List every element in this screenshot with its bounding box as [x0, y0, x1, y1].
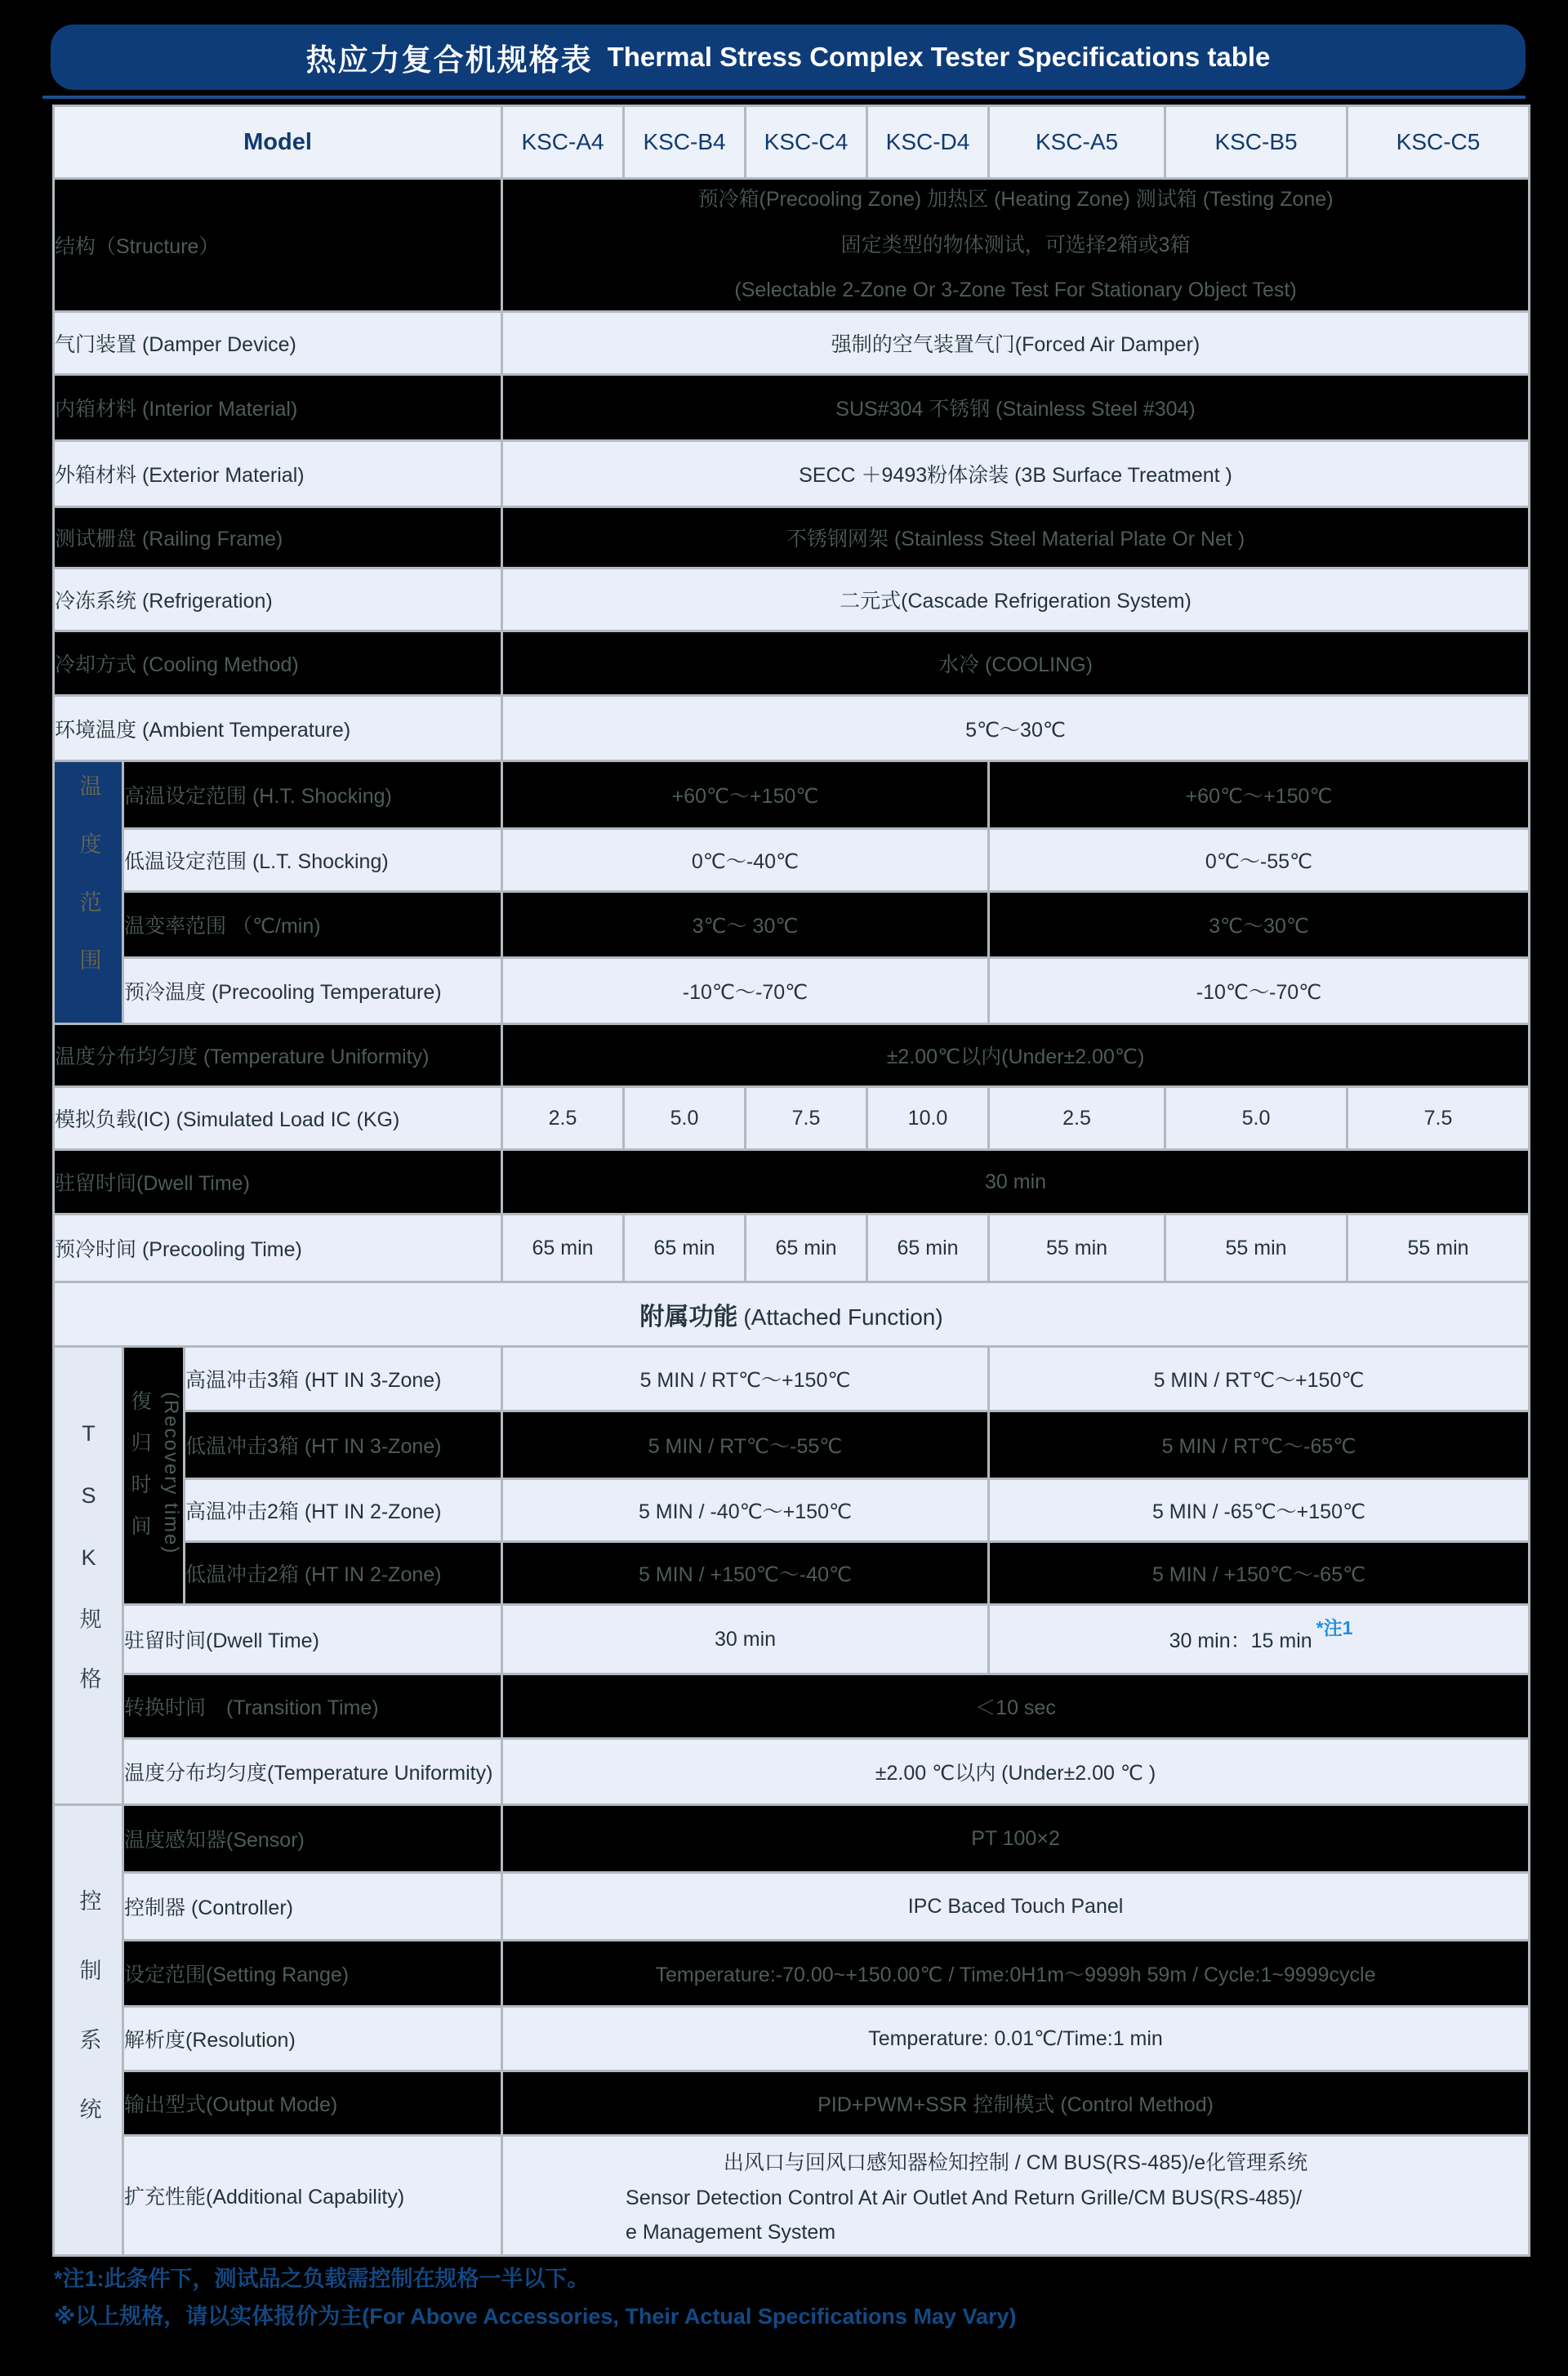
model-col-ksc-c4: KSC-C4: [746, 107, 866, 177]
table-row-output-mode: [55, 2072, 1528, 2134]
precooling-time-ksc-a4: 65 min: [503, 1215, 622, 1281]
ht-3zone-zone4-value: 5 MIN / RT℃～+150℃: [503, 1348, 987, 1410]
table-row-dwell-time-1: [55, 1151, 1528, 1213]
ht-2zone-zone4-value: 5 MIN / -40℃～+150℃: [503, 1480, 987, 1540]
controller-label: 控制器 (Controller): [124, 1874, 501, 1939]
resolution-label: 解析度(Resolution): [124, 2008, 501, 2070]
ambient-temperature-label: 环境温度 (Ambient Temperature): [55, 697, 501, 760]
footnote-disclaimer: ※以上规格，请以实体报价为主(For Above Accessories, Their Actual Specifications May Vary): [54, 2304, 1017, 2329]
table-row-additional-capability: [55, 2137, 1528, 2254]
table-row-ht-2zone: [55, 1480, 1528, 1540]
page-title: [51, 25, 1526, 90]
title-divider-rule: [42, 96, 1526, 99]
table-row-lt-shocking: [55, 830, 1528, 890]
precooling-time-ksc-c5: 55 min: [1348, 1215, 1528, 1281]
table-row-transition-time: [55, 1675, 1528, 1737]
simulated-load-label: 模拟负载(IC) (Simulated Load IC (KG): [55, 1088, 501, 1148]
simulated-load-ksc-b4: 5.0: [625, 1088, 744, 1148]
table-row-lt-2zone: [55, 1543, 1528, 1603]
table-row-interior-material: [55, 376, 1528, 439]
lt-3zone-label: 低温冲击3箱 (HT IN 3-Zone): [185, 1412, 501, 1478]
table-row-controller: [55, 1874, 1528, 1939]
lt-2zone-zone4-value: 5 MIN / +150℃～-40℃: [503, 1543, 987, 1603]
additional-capability-value: [503, 2137, 1528, 2254]
simulated-load-ksc-a4: 2.5: [503, 1088, 622, 1148]
ht-shocking-label: 高温设定范围 (H.T. Shocking): [124, 762, 501, 827]
sensor-value: PT 100×2: [503, 1806, 1528, 1871]
specifications-table: [52, 105, 1530, 2257]
control-section-label: 控制系统: [76, 1889, 101, 2167]
ht-2zone-label: 高温冲击2箱 (HT IN 2-Zone): [185, 1480, 501, 1540]
temp-rate-zone5-value: 3℃～30℃: [990, 893, 1528, 956]
page-title-en: Thermal Stress Complex Tester Specifications table: [607, 42, 1271, 72]
temp-rate-label: 温变率范围 （℃/min): [124, 893, 501, 956]
table-row-precooling-temperature: [55, 959, 1528, 1023]
temperature-uniformity-2-label: 温度分布均匀度(Temperature Uniformity): [124, 1740, 501, 1803]
output-mode-label: 输出型式(Output Mode): [124, 2072, 501, 2134]
lt-3zone-zone5-value: 5 MIN / RT℃～-65℃: [990, 1412, 1528, 1478]
model-col-ksc-b4: KSC-B4: [625, 107, 744, 177]
table-row-sensor: [55, 1806, 1528, 1871]
precooling-temperature-zone5-value: -10℃～-70℃: [990, 959, 1528, 1023]
lt-2zone-zone5-value: 5 MIN / +150℃～-65℃: [990, 1543, 1528, 1603]
structure-line-2: 固定类型的物体测试，可选择2箱或3箱: [840, 233, 1191, 256]
resolution-value: Temperature: 0.01℃/Time:1 min: [503, 2008, 1528, 2070]
ht-2zone-zone5-value: 5 MIN / -65℃～+150℃: [990, 1480, 1528, 1540]
table-row-simulated-load: [55, 1088, 1528, 1148]
tsk-section-strip: [55, 1348, 122, 1803]
controller-value: IPC Baced Touch Panel: [503, 1874, 1528, 1939]
table-row-refrigeration: [55, 569, 1528, 630]
model-col-ksc-b5: KSC-B5: [1166, 107, 1346, 177]
recovery-time-label: [124, 1390, 183, 1557]
precooling-time-ksc-b5: 55 min: [1166, 1215, 1346, 1281]
structure-line-3: (Selectable 2-Zone Or 3-Zone Test For Stationary Object Test): [734, 279, 1297, 302]
railing-frame-value: 不锈钢网架 (Stainless Steel Material Plate Or Net ): [503, 508, 1528, 567]
table-row-temp-rate: [55, 893, 1528, 956]
dwell-time-2-label: 驻留时间(Dwell Time): [124, 1606, 501, 1673]
dwell-time-1-label: 驻留时间(Dwell Time): [55, 1151, 501, 1213]
page-title-zh: 热应力复合机规格表: [305, 43, 593, 77]
model-col-ksc-a4: KSC-A4: [503, 107, 622, 177]
lt-3zone-zone4-value: 5 MIN / RT℃～-55℃: [503, 1412, 987, 1478]
recovery-time-strip: [124, 1348, 183, 1603]
control-section-strip: [55, 1806, 122, 2254]
table-row-resolution: [55, 2008, 1528, 2070]
attached-function-zh: 附属功能: [639, 1304, 738, 1331]
table-row-structure: [55, 180, 1528, 310]
transition-time-label: 转换时间 (Transition Time): [124, 1675, 501, 1737]
temp-range-section-label: 温度范围: [76, 774, 101, 1006]
precooling-time-ksc-b4: 65 min: [625, 1215, 744, 1281]
lt-shocking-label: 低温设定范围 (L.T. Shocking): [124, 830, 501, 890]
structure-value: [503, 180, 1528, 310]
table-row-damper: [55, 313, 1528, 373]
temp-range-section-strip: [55, 762, 122, 1023]
simulated-load-ksc-a5: 2.5: [990, 1088, 1164, 1148]
table-row-ht-shocking: [55, 762, 1528, 827]
table-row-cooling-method: [55, 632, 1528, 694]
additional-capability-label: 扩充性能(Additional Capability): [124, 2137, 501, 2254]
tsk-section-label: TSK规格: [76, 1420, 101, 1727]
simulated-load-ksc-d4: 10.0: [868, 1088, 987, 1148]
structure-line-1: 预冷箱(Precooling Zone) 加热区 (Heating Zone) 测试箱 (Testing Zone): [697, 187, 1334, 211]
simulated-load-ksc-c5: 7.5: [1348, 1088, 1528, 1148]
ht-shocking-zone4-value: +60℃～+150℃: [503, 762, 987, 827]
model-header-label: Model: [55, 107, 501, 177]
table-row-ht-3zone: [55, 1348, 1528, 1410]
table-row-model: [55, 107, 1528, 177]
temperature-uniformity-1-label: 温度分布均匀度 (Temperature Uniformity): [55, 1025, 501, 1085]
temperature-uniformity-2-value: ±2.00 ℃以内 (Under±2.00 ℃ ): [503, 1740, 1528, 1803]
cooling-method-value: 水冷 (COOLING): [503, 632, 1528, 694]
precooling-time-ksc-c4: 65 min: [746, 1215, 866, 1281]
setting-range-value: Temperature:-70.00~+150.00℃ / Time:0H1m～9999h 59m / Cycle:1~9999cycle: [503, 1941, 1528, 2005]
exterior-material-label: 外箱材料 (Exterior Material): [55, 442, 501, 506]
lt-2zone-label: 低温冲击2箱 (HT IN 2-Zone): [185, 1543, 501, 1603]
footnote-note1: *注1:此条件下，测试品之负载需控制在规格一半以下。: [54, 2267, 590, 2291]
table-row-setting-range: [55, 1941, 1528, 2005]
ht-3zone-zone5-value: 5 MIN / RT℃～+150℃: [990, 1348, 1528, 1410]
table-row-temperature-uniformity-2: [55, 1740, 1528, 1803]
attached-function-banner: [55, 1283, 1528, 1345]
dwell-time-2-zone5-text: 30 min：15 min: [1169, 1629, 1312, 1652]
railing-frame-label: 测试栅盘 (Railing Frame): [55, 508, 501, 567]
dwell-time-note-ref: *注1: [1316, 1617, 1353, 1638]
table-row-temperature-uniformity-1: [55, 1025, 1528, 1085]
table-row-lt-3zone: [55, 1412, 1528, 1478]
model-col-ksc-c5: KSC-C5: [1348, 107, 1528, 177]
table-row-attached-function: [55, 1283, 1528, 1345]
exterior-material-value: SECC ＋9493粉体涂装 (3B Surface Treatment ): [503, 442, 1528, 506]
model-col-ksc-d4: KSC-D4: [868, 107, 987, 177]
simulated-load-ksc-c4: 7.5: [746, 1088, 866, 1148]
precooling-time-ksc-d4: 65 min: [868, 1215, 987, 1281]
transition-time-value: ＜10 sec: [503, 1675, 1528, 1737]
damper-value: 强制的空气装置气门(Forced Air Damper): [503, 313, 1528, 373]
recovery-time-label-zh: 復归时间: [128, 1390, 151, 1557]
cooling-method-label: 冷却方式 (Cooling Method): [55, 632, 501, 694]
recovery-time-label-en: (Recovery time): [160, 1392, 182, 1555]
refrigeration-value: 二元式(Cascade Refrigeration System): [503, 569, 1528, 630]
model-col-ksc-a5: KSC-A5: [990, 107, 1164, 177]
setting-range-label: 设定范围(Setting Range): [124, 1941, 501, 2005]
table-row-ambient-temperature: [55, 697, 1528, 760]
additional-capability-line-1: 出风口与回风口感知器检知控制 / CM BUS(RS-485)/e化管理系统: [723, 2151, 1308, 2174]
ht-3zone-label: 高温冲击3箱 (HT IN 3-Zone): [185, 1348, 501, 1410]
attached-function-en: (Attached Function): [743, 1304, 943, 1330]
temp-rate-zone4-value: 3℃～ 30℃: [503, 893, 987, 956]
dwell-time-2-zone5-value: [990, 1606, 1528, 1673]
table-row-railing-frame: [55, 508, 1528, 567]
lt-shocking-zone5-value: 0℃～-55℃: [990, 830, 1528, 890]
sensor-label: 温度感知器(Sensor): [124, 1806, 501, 1871]
ambient-temperature-value: 5℃～30℃: [503, 697, 1528, 760]
dwell-time-2-zone4-value: 30 min: [503, 1606, 987, 1673]
table-row-exterior-material: [55, 442, 1528, 506]
ht-shocking-zone5-value: +60℃～+150℃: [990, 762, 1528, 827]
dwell-time-1-value: 30 min: [503, 1151, 1528, 1213]
additional-capability-line-3: e Management System: [626, 2221, 836, 2244]
refrigeration-label: 冷冻系统 (Refrigeration): [55, 569, 501, 630]
table-row-precooling-time: [55, 1215, 1528, 1281]
additional-capability-line-2: Sensor Detection Control At Air Outlet And Return Grille/CM BUS(RS-485)/: [626, 2187, 1303, 2209]
temperature-uniformity-1-value: ±2.00℃以内(Under±2.00℃): [503, 1025, 1528, 1085]
interior-material-label: 内箱材料 (Interior Material): [55, 376, 501, 439]
precooling-time-label: 预冷时间 (Precooling Time): [55, 1215, 501, 1281]
table-row-dwell-time-2: [55, 1606, 1528, 1673]
simulated-load-ksc-b5: 5.0: [1166, 1088, 1346, 1148]
precooling-temperature-label: 预冷温度 (Precooling Temperature): [124, 959, 501, 1023]
lt-shocking-zone4-value: 0℃～-40℃: [503, 830, 987, 890]
damper-label: 气门装置 (Damper Device): [55, 313, 501, 373]
output-mode-value: PID+PWM+SSR 控制模式 (Control Method): [503, 2072, 1528, 2134]
precooling-temperature-zone4-value: -10℃～-70℃: [503, 959, 987, 1023]
structure-label: 结构（Structure）: [55, 180, 501, 310]
precooling-time-ksc-a5: 55 min: [990, 1215, 1164, 1281]
interior-material-value: SUS#304 不锈钢 (Stainless Steel #304): [503, 376, 1528, 439]
